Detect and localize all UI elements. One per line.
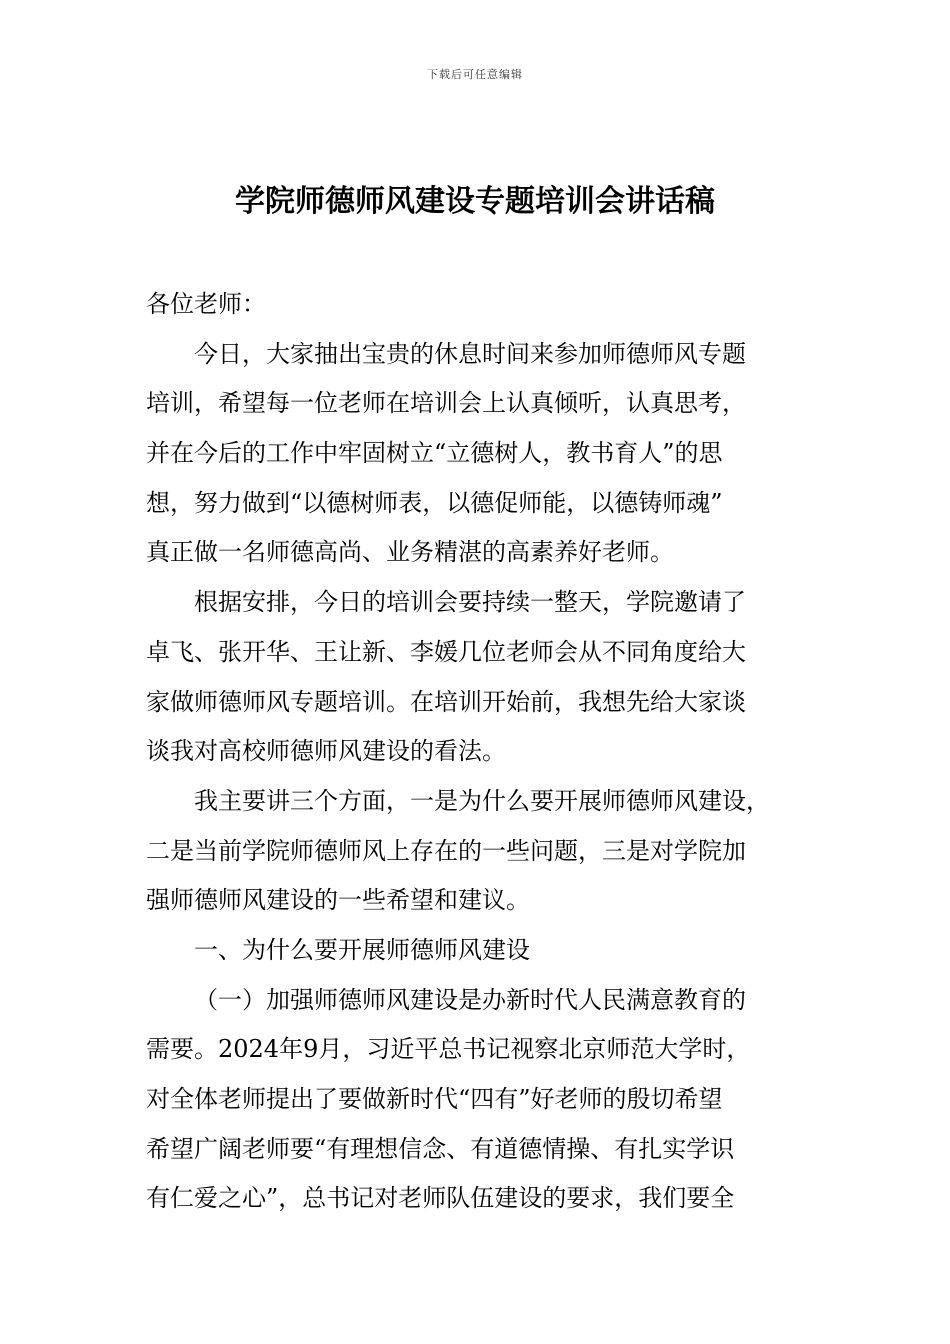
body-line: 谈我对高校师德师风建设的看法。 — [146, 737, 506, 766]
body-line: 培训，希望每一位老师在培训会上认真倾听，认真思考， — [146, 389, 746, 418]
body-line: 根据安排，今日的培训会要持续一整天，学院邀请了 — [194, 588, 746, 617]
body-line: 希望广阔老师要“有理想信念、有道德情操、有扎实学识 — [146, 1134, 735, 1163]
body-line: 家做师德师风专题培训。在培训开始前，我想先给大家谈 — [146, 687, 746, 716]
body-line: （一）加强师德师风建设是办新时代人民满意教育的 — [194, 985, 746, 1014]
body-line: 强师德师风建设的一些希望和建议。 — [146, 886, 530, 915]
body-line: 卓飞、张开华、王让新、李媛几位老师会从不同角度给大 — [146, 637, 746, 666]
body-line: 今日，大家抽出宝贵的休息时间来参加师德师风专题 — [194, 339, 746, 368]
body-line: 真正做一名师德高尚、业务精湛的高素养好老师。 — [146, 538, 674, 567]
body-line: 对全体老师提出了要做新时代“四有”好老师的殷切希望 — [146, 1085, 723, 1113]
body-line: 想，努力做到“以德树师表，以德促师能，以德铸师魂” — [146, 488, 723, 517]
body-line: 有仁爱之心”，总书记对老师队伍建设的要求，我们要全 — [146, 1184, 735, 1213]
body-line: 二是当前学院师德师风上存在的一些问题，三是对学院加 — [146, 836, 746, 865]
body-line: 一、为什么要开展师德师风建设 — [194, 935, 530, 964]
document-body — [146, 280, 808, 1224]
body-line: 需要。2024年9月，习近平总书记视察北京师范大学时， — [146, 1035, 751, 1064]
body-line: 各位老师： — [146, 290, 266, 318]
header-note: 下载后可任意编辑 — [427, 68, 523, 81]
document-title: 学院师德师风建设专题培训会讲话稿 — [235, 184, 715, 219]
body-line: 我主要讲三个方面，一是为什么要开展师德师风建设， — [194, 786, 770, 815]
body-line: 并在今后的工作中牢固树立“立德树人，教书育人”的思 — [146, 439, 723, 468]
